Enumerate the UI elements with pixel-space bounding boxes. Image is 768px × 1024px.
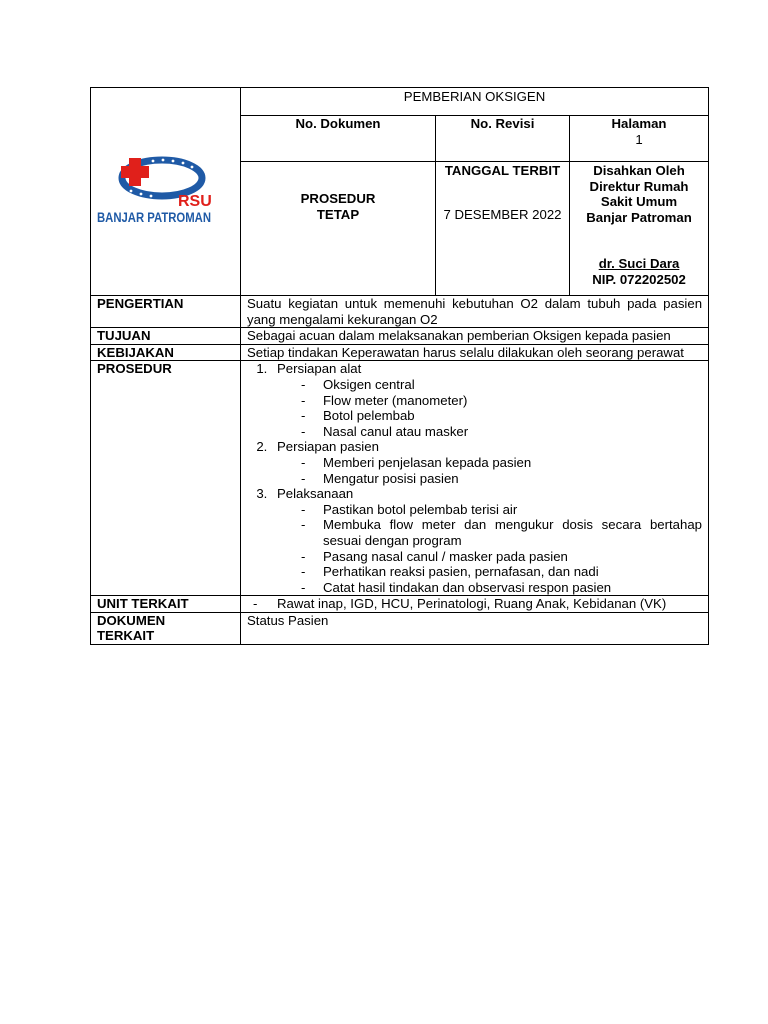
halaman-value: 1 [635, 131, 643, 147]
unit-terkait-label: UNIT TERKAIT [91, 596, 241, 613]
document-title-cell [241, 88, 709, 116]
step-items [277, 377, 702, 439]
no-revisi-cell [436, 116, 570, 162]
list-item: - Botol pelembab [277, 408, 702, 424]
pengertian-label: PENGERTIAN [91, 296, 241, 328]
list-item: - Pastikan botol pelembab terisi air [277, 502, 702, 518]
tanggal-terbit-label: TANGGAL TERBIT [444, 163, 561, 178]
sop-table [90, 87, 709, 645]
list-item: - Nasal canul atau masker [277, 424, 702, 440]
prosedur-label: PROSEDUR [91, 361, 241, 596]
kebijakan-text: Setiap tindakan Keperawatan harus selalu dilakukan oleh seorang perawat [241, 344, 709, 361]
list-item: - Mengatur posisi pasien [277, 471, 702, 487]
hospital-logo [91, 151, 239, 229]
halaman-cell [570, 116, 709, 162]
tanggal-terbit-cell [436, 162, 570, 296]
prosedur-steps [247, 361, 702, 595]
step-title: Persiapan alat [277, 361, 362, 377]
list-item: - Membuka flow meter dan mengukur dosis secara bertahap sesuai dengan program [277, 517, 702, 548]
dokumen-terkait-text: Status Pasien [241, 612, 709, 644]
hospital-logo-cell [91, 88, 241, 296]
tujuan-text: Sebagai acuan dalam melaksanakan pemberian Oksigen kepada pasien [241, 328, 709, 345]
list-item: - Oksigen central [277, 377, 702, 393]
prosedur-content [241, 361, 709, 596]
step-title: Persiapan pasien [277, 439, 379, 455]
signer-nip: NIP. 072202502 [592, 271, 686, 287]
unit-terkait-cell [241, 596, 709, 613]
disahkan-line-2: Direktur Rumah Sakit Umum [589, 178, 689, 210]
dash-bullet: - [253, 596, 258, 612]
step-items [277, 455, 702, 486]
signer-name: dr. Suci Dara [598, 256, 680, 272]
list-item: - Pasang nasal canul / masker pada pasien [277, 549, 702, 565]
logo-name-text: BANJAR PATROMAN [97, 209, 211, 225]
unit-terkait-item [247, 596, 702, 612]
prosedur-tetap-cell [241, 162, 436, 296]
step-items [277, 502, 702, 596]
kebijakan-label: KEBIJAKAN [91, 344, 241, 361]
dokumen-terkait-line-2: TERKAIT [97, 628, 155, 644]
tujuan-label: TUJUAN [91, 328, 241, 345]
prosedur-tetap-line-1: PROSEDUR [300, 191, 376, 206]
unit-terkait-text: Rawat inap, IGD, HCU, Perinatologi, Ruang Anak, Kebidanan (VK) [277, 596, 667, 612]
list-item: - Perhatikan reaksi pasien, pernafasan, dan nadi [277, 564, 702, 580]
document-title: PEMBERIAN OKSIGEN [403, 89, 546, 104]
step-persiapan-pasien [271, 439, 702, 486]
no-revisi-label: No. Revisi [470, 116, 535, 131]
dokumen-terkait-line-1: DOKUMEN [97, 612, 166, 628]
no-dokumen-label: No. Dokumen [295, 116, 381, 131]
disahkan-line-1: Disahkan Oleh [593, 163, 685, 178]
list-item: - Catat hasil tindakan dan observasi respon pasien [277, 580, 702, 596]
dokumen-terkait-label [91, 612, 241, 644]
step-persiapan-alat [271, 361, 702, 439]
step-pelaksanaan [271, 486, 702, 595]
step-title: Pelaksanaan [277, 486, 354, 502]
no-dokumen-cell [241, 116, 436, 162]
list-item: - Flow meter (manometer) [277, 393, 702, 409]
tanggal-terbit-value: 7 DESEMBER 2022 [443, 206, 562, 222]
disahkan-line-3: Banjar Patroman [586, 209, 692, 225]
halaman-label: Halaman [611, 116, 667, 131]
pengesahan-cell [570, 162, 709, 296]
prosedur-tetap-line-2: TETAP [316, 206, 360, 222]
list-item: - Memberi penjelasan kepada pasien [277, 455, 702, 471]
sop-document [90, 87, 708, 645]
pengertian-text: Suatu kegiatan untuk memenuhi kebutuhan O2 dalam tubuh pada pasien yang mengalami kekurangan O2 [241, 296, 709, 328]
logo-rsu-text: RSU [178, 192, 212, 210]
